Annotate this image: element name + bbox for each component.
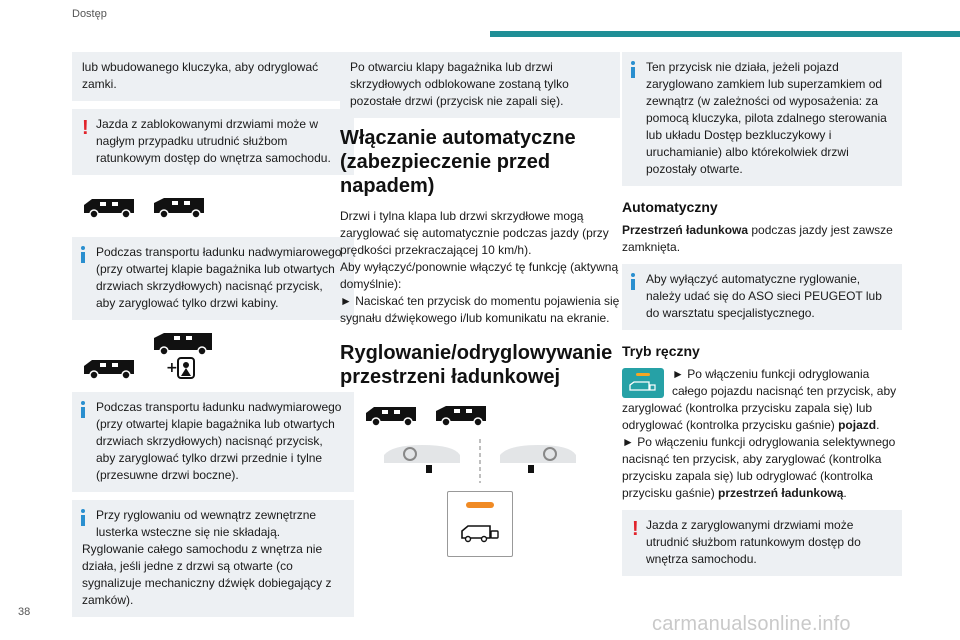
text-box (72, 52, 354, 101)
heading-cargo-locking: Ryglowanie/odryglowywanie przestrzeni ładunkowej (340, 342, 613, 388)
van-icons-row-1 (80, 193, 354, 219)
manual-section (622, 366, 902, 502)
indicator-light (466, 502, 494, 508)
note-text: Po otwarciu klapy bagażnika lub drzwi skrzydłowych odblokowane zostaną tylko pozostałe drzwi (przycisk nie zapali się). (350, 60, 569, 108)
info-box (72, 500, 354, 617)
paragraph: Drzwi i tylna klapa lub drzwi skrzydłowe mogą zaryglować się automatycznie podczas jazdy (przy prędkości przekraczającej 10 km/h). (340, 209, 609, 257)
info-icon (80, 401, 86, 417)
van-locked-icon (80, 354, 138, 380)
section-title: Dostęp (72, 8, 107, 20)
header-accent-bar (490, 31, 960, 37)
info-text: Ryglowanie całego samochodu z wnętrza nie działa, jeśli jedne z drzwi są otwarte (co sygnalizuje mechaniczny dźwięk dobiegający z zamków). (82, 542, 332, 607)
watermark: carmanualsonline.info (652, 613, 851, 635)
info-box (622, 264, 902, 330)
van-passenger-lock-icon (150, 330, 220, 380)
paragraph-text: podczas jazdy jest zawsze zamknięta. (622, 223, 893, 254)
paragraph: Aby wyłączyć/ponownie włączyć tę funkcję (aktywną domyślnie): (340, 260, 619, 291)
van-locked-icon (80, 193, 138, 219)
info-text: Podczas transportu ładunku nadwymiarowego (przy otwartej klapie bagażnika lub otwartych drzwiach skrzydłowych) nacisnąć przycisk, aby zaryglować tylko drzwi przednie i tylne (przesuwne drzwi boczne). (96, 400, 342, 482)
warning-box (622, 510, 902, 576)
paragraph-text: ► Po włączeniu funkcji odryglowania selektywnego nacisnąć ten przycisk, aby zaryglować (kontrolka przycisku zapala się) lub odryglować (kontrolka przycisku gaśnie) (622, 435, 896, 500)
paragraph-text: . (843, 486, 847, 500)
info-icon (80, 246, 86, 262)
cargo-lock-button-diagram (447, 491, 513, 557)
info-text: Ten przycisk nie działa, jeżeli pojazd zaryglowano zamkiem lub superzamkiem od zewnątrz (w zależności od wyposażenia: za pomocą kluczyka, pilota zdalnego sterowania lub układu Dostęp bezkluczykowy i uruchamianie) albo którekolwiek drzwi pozostały otwarte. (646, 60, 887, 176)
divider-dashed (478, 439, 482, 483)
van-icons-row-3 (362, 401, 620, 427)
info-text: Aby wyłączyć automatyczne ryglowanie, należy udać się do ASO sieci PEUGEOT lub do warsztatu specjalistycznego. (646, 272, 882, 320)
warning-text: Jazda z zaryglowanymi drzwiami może utrudnić służbom ratunkowym dostęp do wnętrza samochodu. (646, 518, 861, 566)
bold-text: pojazd (838, 418, 877, 432)
heading-automatic-locking: Włączanie automatyczne (zabezpieczenie przed napadem) (340, 127, 576, 197)
warning-icon: ! (632, 518, 639, 540)
bold-text: przestrzeń ładunkową (718, 486, 844, 500)
continuation-text: lub wbudowanego kluczyka, aby odryglować zamki. (82, 60, 319, 91)
info-text: Przy ryglowaniu od wewnątrz zewnętrzne lusterka wsteczne się nie składają. (96, 508, 317, 539)
info-icon (80, 509, 86, 525)
heading-automatic: Automatyczny (622, 199, 718, 215)
cargo-button-icon (622, 368, 664, 398)
info-icon (630, 273, 636, 289)
paragraph (622, 222, 902, 256)
van-lock-icon (460, 522, 500, 544)
info-box (72, 392, 354, 492)
paragraph-text: ► Po włączeniu funkcji odryglowania całego pojazdu nacisnąć ten przycisk, aby zaryglować (kontrolka przycisku zapala się) lub odryglować (kontrolka przycisku gaśnie) (622, 367, 897, 432)
column-middle (340, 52, 620, 557)
warning-icon: ! (82, 117, 89, 139)
svg-text:+: + (166, 360, 178, 376)
dashboard-diagram (340, 439, 620, 483)
van-locked-icon (150, 193, 208, 219)
heading-manual: Tryb ręczny (622, 343, 700, 359)
van-locked-icon (432, 401, 490, 427)
paragraph-text: . (876, 418, 880, 432)
steering-wheel-right-icon (498, 441, 578, 481)
bold-text: Przestrzeń ładunkowa (622, 223, 749, 237)
warning-text: Jazda z zablokowanymi drzwiami może w nagłym przypadku utrudnić służbom ratunkowym dostęp do wnętrza samochodu. (96, 117, 331, 165)
info-text: Podczas transportu ładunku nadwymiarowego (przy otwartej klapie bagażnika lub otwartych drzwiach skrzydłowych) nacisnąć przycisk, aby zaryglować tylko drzwi kabiny. (96, 245, 342, 310)
info-icon (630, 61, 636, 77)
warning-box (72, 109, 354, 175)
column-left (72, 52, 354, 625)
paragraph (622, 366, 902, 434)
column-right (622, 52, 902, 584)
van-locked-icon (362, 401, 420, 427)
van-icons-row-2 (80, 330, 354, 380)
paragraph: ► Naciskać ten przycisk do momentu pojawienia się sygnału dźwiękowego i/lub komunikatu na ekranie. (340, 294, 620, 325)
info-box (622, 52, 902, 186)
page-number: 38 (18, 606, 31, 618)
steering-wheel-left-icon (382, 441, 462, 481)
paragraph (622, 434, 902, 502)
info-box (72, 237, 354, 320)
text-box (340, 52, 620, 118)
